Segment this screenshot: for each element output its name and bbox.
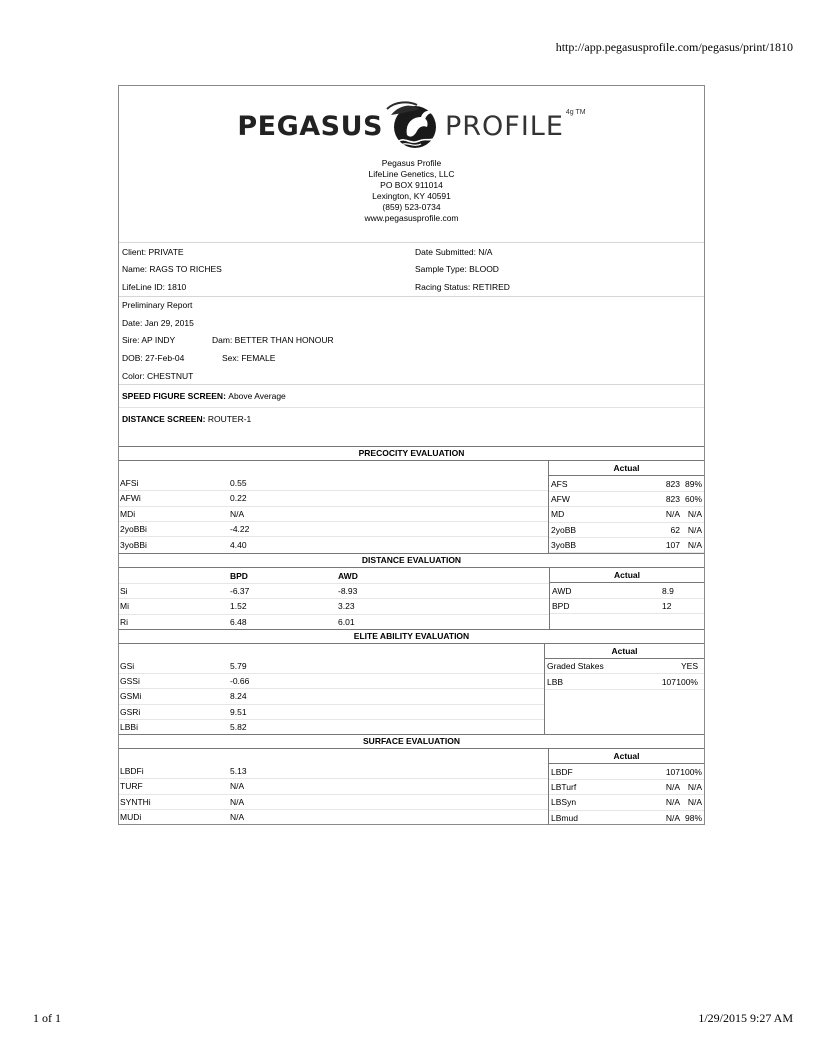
blank-row (550, 614, 704, 628)
index-label: GSi (120, 660, 135, 671)
name-row (119, 261, 704, 279)
index-value: N/A (230, 508, 245, 519)
index-label: 2yoBBi (120, 524, 147, 535)
logo-text-left: PEGASUS (237, 110, 383, 142)
sample-type-field: Sample Type: BLOOD (415, 264, 499, 275)
actual-percent: 100% (676, 676, 698, 687)
table-row (549, 811, 704, 825)
table-row (545, 674, 704, 689)
logo-text-right: PROFILE (445, 110, 564, 142)
company-address (119, 158, 704, 224)
table-row (549, 764, 704, 779)
actual-label: Graded Stakes (547, 661, 604, 672)
index-value: 4.40 (230, 539, 247, 550)
client-row (119, 243, 704, 261)
address-line: Lexington, KY 40591 (372, 191, 451, 201)
table-row (119, 522, 548, 537)
table-row (549, 507, 704, 522)
index-value: -4.22 (230, 524, 250, 535)
dam-field: Dam: BETTER THAN HONOUR (212, 335, 334, 346)
spacer (119, 429, 704, 446)
index-value: 8.24 (230, 691, 247, 702)
bpd-value: 1.52 (230, 601, 247, 612)
index-value: 9.51 (230, 706, 247, 717)
distance-screen (119, 408, 704, 430)
table-row (119, 689, 544, 704)
actual-value: 107 (661, 676, 676, 687)
report-info (119, 297, 704, 386)
index-label: LBBi (120, 722, 138, 733)
address-line: Pegasus Profile (381, 158, 442, 168)
actual-percent: 98% (684, 812, 702, 823)
bpd-value: 6.48 (230, 616, 247, 627)
actual-label: MD (551, 509, 565, 520)
table-row (119, 476, 548, 491)
actual-header: Actual (549, 749, 704, 764)
precocity-actual (549, 461, 704, 553)
actual-value: 107 (665, 766, 680, 777)
horse-name-field: Name: RAGS TO RICHES (122, 264, 222, 275)
index-label: AFSi (120, 478, 139, 489)
client-info (119, 243, 704, 297)
table-row (119, 658, 544, 673)
address-line: LifeLine Genetics, LLC (368, 169, 455, 179)
actual-label: LBmud (551, 812, 578, 823)
pegasus-logo (119, 101, 704, 151)
index-value: 5.13 (230, 765, 247, 776)
actual-header: Actual (549, 461, 704, 476)
actual-header: Actual (550, 568, 704, 583)
actual-percent: N/A (687, 781, 702, 792)
print-url: http://app.pegasusprofile.com/pegasus/print/1810 (555, 40, 793, 54)
index-value: N/A (230, 812, 245, 823)
sire-field: Sire: AP INDY (122, 335, 176, 346)
table-row (549, 476, 704, 491)
actual-value: 823 (665, 494, 680, 505)
blank-row (119, 461, 548, 475)
index-value: N/A (230, 781, 245, 792)
actual-value: N/A (665, 509, 680, 520)
actual-value: 62 (670, 524, 680, 535)
actual-percent: 89% (684, 478, 702, 489)
address-line: PO BOX 911014 (380, 180, 443, 190)
color-field: Color: CHESTNUT (122, 370, 194, 381)
date-submitted-field: Date Submitted: N/A (415, 246, 493, 257)
table-row (545, 659, 704, 674)
index-value: -0.66 (230, 675, 250, 686)
actual-percent: N/A (687, 524, 702, 535)
awd-value: 6.01 (338, 616, 355, 627)
sex-field: Sex: FEMALE (222, 353, 276, 364)
dob-row (119, 349, 704, 367)
distance-title: DISTANCE EVALUATION (119, 553, 704, 568)
pegasus-horse-icon (385, 101, 443, 151)
distance-section (119, 568, 704, 629)
actual-value: 12 (662, 601, 672, 611)
actual-percent: 100% (680, 766, 702, 777)
table-row (119, 764, 548, 779)
distance-indices (119, 568, 550, 629)
table-row (119, 705, 544, 720)
index-label: GSMi (120, 691, 142, 702)
table-row (119, 491, 548, 506)
lifeline-id-field: LifeLine ID: 1810 (122, 281, 187, 292)
actual-label: LBDF (551, 766, 573, 777)
distance-screen-label: DISTANCE SCREEN: (122, 413, 206, 424)
speed-figure-screen (119, 385, 704, 408)
table-row (549, 538, 704, 553)
awd-value: -8.93 (338, 586, 358, 596)
blank-row (119, 644, 544, 658)
index-label: AFWi (120, 493, 141, 504)
index-label: TURF (120, 781, 143, 792)
actual-value: YES (680, 661, 698, 672)
pedigree-row (119, 332, 704, 350)
table-row (119, 720, 544, 734)
table-row (119, 599, 549, 614)
racing-status-field: Racing Status: RETIRED (415, 281, 510, 292)
report-date: Date: Jan 29, 2015 (122, 317, 194, 328)
dob-field: DOB: 27-Feb-04 (122, 353, 185, 364)
distance-screen-value: ROUTER-1 (207, 413, 252, 424)
actual-value: 823 (665, 478, 680, 489)
actual-value: N/A (665, 781, 680, 792)
print-datetime: 1/29/2015 9:27 AM (698, 1011, 793, 1025)
client-field: Client: PRIVATE (122, 246, 184, 257)
index-value: N/A (230, 796, 245, 807)
index-label: GSSi (120, 675, 140, 686)
table-row (119, 537, 548, 551)
index-label: 3yoBBi (120, 539, 147, 550)
table-row (119, 779, 548, 794)
table-row (549, 492, 704, 507)
actual-label: 2yoBB (551, 524, 577, 535)
actual-label: LBB (547, 676, 564, 687)
actual-label: AFS (551, 478, 568, 489)
address-line: (859) 523-0734 (382, 202, 441, 212)
actual-label: BPD (552, 601, 570, 611)
table-header-row (119, 568, 549, 583)
index-value: 0.22 (230, 493, 247, 504)
actual-label: LBSyn (551, 797, 577, 808)
elite-actual (545, 644, 704, 734)
table-row (549, 780, 704, 795)
table-row (550, 583, 704, 598)
actual-label: AFW (551, 494, 570, 505)
address-line: www.pegasusprofile.com (364, 213, 459, 223)
bpd-value: -6.37 (230, 586, 250, 596)
speed-screen-label: SPEED FIGURE SCREEN: (122, 391, 226, 402)
report-header (119, 86, 704, 243)
table-row (119, 674, 544, 689)
precocity-indices (119, 461, 549, 553)
actual-value: N/A (665, 812, 680, 823)
actual-header: Actual (545, 644, 704, 659)
index-value: 5.82 (230, 722, 247, 733)
table-row (549, 795, 704, 810)
speed-screen-value: Above Average (228, 391, 286, 402)
table-row (119, 795, 548, 810)
actual-percent: 60% (684, 494, 702, 505)
actual-percent: N/A (687, 797, 702, 808)
index-label: Si (120, 586, 128, 596)
index-label: LBDFi (120, 765, 144, 776)
column-header-bpd: BPD (230, 570, 248, 581)
report-title: Preliminary Report (122, 300, 193, 311)
actual-percent: N/A (687, 509, 702, 520)
actual-label: AWD (552, 585, 572, 596)
index-label: GSRi (120, 706, 141, 717)
actual-label: 3yoBB (551, 540, 577, 551)
surface-actual (549, 749, 704, 825)
report-title-row (119, 297, 704, 315)
table-row (550, 599, 704, 614)
table-row (119, 615, 549, 629)
report-sheet (118, 85, 705, 825)
table-row (549, 523, 704, 538)
page-count: 1 of 1 (33, 1011, 61, 1025)
index-value: 5.79 (230, 660, 247, 671)
index-label: MUDi (120, 812, 142, 823)
elite-section (119, 644, 704, 734)
lifeline-row (119, 278, 704, 296)
index-label: SYNTHi (120, 796, 151, 807)
elite-indices (119, 644, 545, 734)
surface-section (119, 749, 704, 825)
elite-title: ELITE ABILITY EVALUATION (119, 629, 704, 644)
surface-title: SURFACE EVALUATION (119, 734, 704, 749)
precocity-section (119, 461, 704, 553)
precocity-title: PRECOCITY EVALUATION (119, 446, 704, 461)
color-row (119, 367, 704, 385)
actual-value: 107 (665, 540, 680, 551)
table-row (119, 507, 548, 522)
index-value: 0.55 (230, 478, 247, 489)
awd-value: 3.23 (338, 601, 355, 612)
logo-trademark: 4g TM (565, 109, 586, 116)
column-header-awd: AWD (338, 570, 358, 581)
table-row (119, 810, 548, 824)
actual-percent: N/A (687, 540, 702, 551)
report-date-row (119, 314, 704, 332)
table-row (119, 584, 549, 599)
actual-label: LBTurf (551, 781, 577, 792)
index-label: Ri (120, 616, 129, 627)
distance-actual (550, 568, 704, 629)
blank-row (119, 749, 548, 763)
index-label: Mi (120, 601, 129, 612)
actual-value: 8.9 (662, 585, 674, 596)
surface-indices (119, 749, 549, 825)
index-label: MDi (120, 508, 136, 519)
actual-value: N/A (665, 797, 680, 808)
